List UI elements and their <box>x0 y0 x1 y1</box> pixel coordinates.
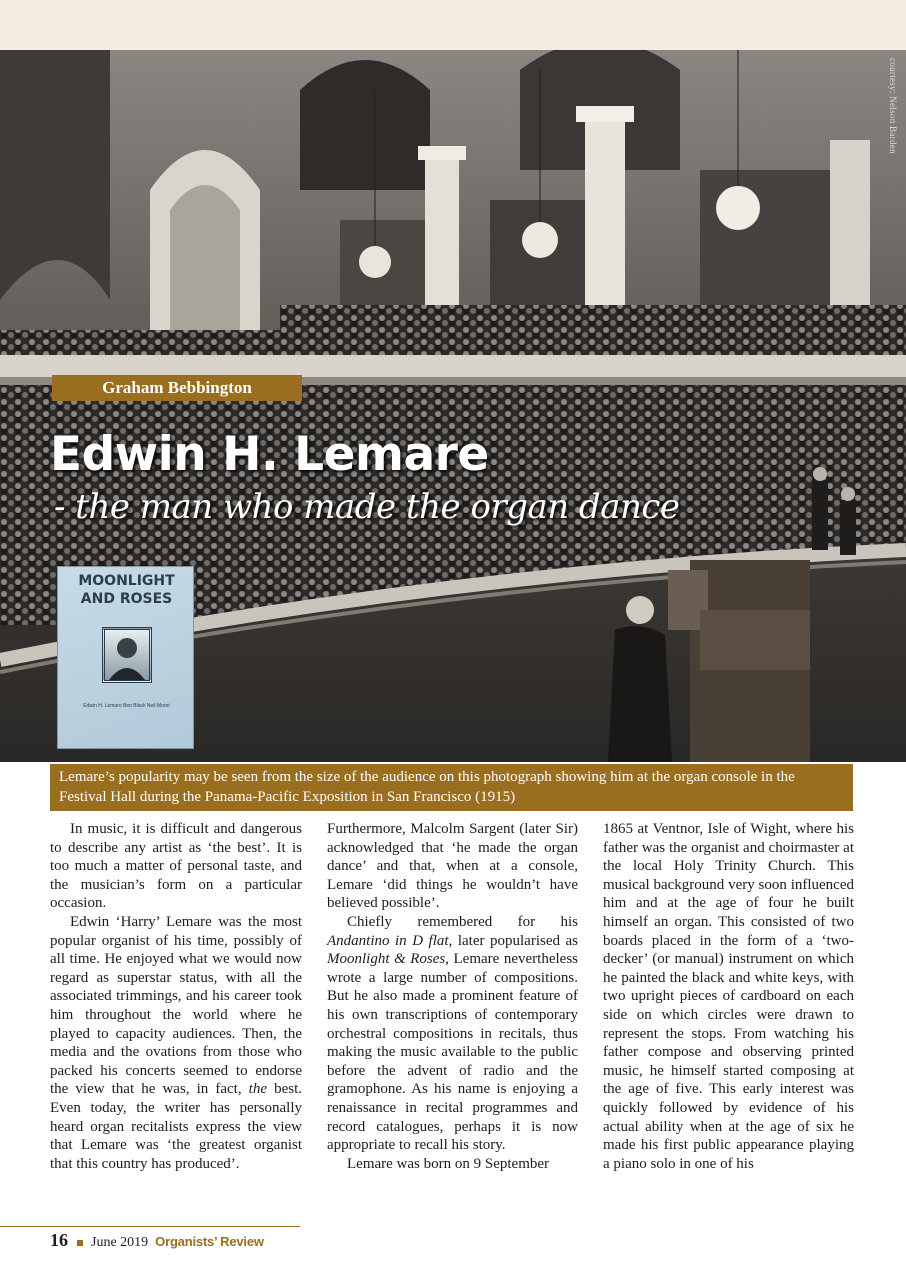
article-subtitle: - the man who made the organ dance <box>54 487 680 527</box>
article-column-3 <box>603 820 854 1173</box>
photo-credit: courtesy: Nelson Barden <box>888 58 898 154</box>
hero-photo <box>0 50 906 762</box>
paragraph: Lemare was born on 9 September <box>347 1155 550 1172</box>
portrait-silhouette <box>105 630 149 680</box>
top-band <box>0 0 906 50</box>
footer-rule <box>0 1226 300 1227</box>
sheet-music-title-line2: AND ROSES <box>80 591 173 607</box>
sheet-music-title <box>58 572 194 608</box>
page-number: 16 <box>50 1230 68 1250</box>
page-footer <box>50 1230 264 1252</box>
paragraph: Chiefly remembered for his Andantino in D flat, later popularised as Moonlight & Roses, Lemare nevertheless wrote a large number of compositions. But he also made a prominent feature of his own transcriptions of contemporary orchestral compositions in recitals, thus making the music available to the public before the advent of radio and the gramophone. As his name is enjoying a renaissance in recital programmes and record catalogues, perhaps it is now appropriate to recall his story. <box>327 913 578 1154</box>
paragraph: 1865 at Ventnor, Isle of Wight, where his father was the organist and choirmaster at the local Holy Trinity Church. This musical background very soon influenced him and at the age of four he built himself an organ. This consisted of two boards placed in the form of a ‘two-decker’ (or manual) instrument on which he painted the black and white keys, with two upright pieces of cardboard on each side on which circles were drawn to represent the stops. From watching his father compose and observing printed music, he himself started composing at the age of five. This early interest was quickly followed by evidence of his actual ability when at the age of six he made his first public appearance playing a piano solo in one of his <box>603 821 854 1172</box>
paragraph: In music, it is difficult and dangerous to describe any artist as ‘the best’. It is too much a matter of personal taste, and the musician’s form on a particular occasion. <box>50 821 302 912</box>
article-column-2 <box>327 820 578 1173</box>
issue-date: June 2019 <box>91 1235 149 1250</box>
paragraph: Furthermore, Malcolm Sargent (later Sir) acknowledged that ‘he made the organ dance’ and that, when at a console, Lemare ‘did things he wouldn’t have believed possible’. <box>327 821 578 912</box>
paragraph: Edwin ‘Harry’ Lemare was the most popular organist of his time, possibly of all time. He enjoyed what we would now regard as superstar status, with all the associated trimmings, and his career took him throughout the world where he played to capacity audiences. Then, the media and the ovations from those who packed his concerts seemed to endorse the view that he was, in fact, the best. Even today, the writer has personally heard organ recitalists express the view that Lemare was ‘the greatest organist that this country has produced’. <box>50 913 302 1172</box>
portrait-frame <box>102 627 152 683</box>
article-column-1 <box>50 820 302 1173</box>
article-title: Edwin H. Lemare <box>50 427 489 482</box>
photo-caption: Lemare’s popularity may be seen from the size of the audience on this photograph showing him at the organ console in the Festival Hall during the Panama-Pacific Exposition in San Francisco (1915) <box>50 764 853 811</box>
bullet-icon <box>77 1240 83 1246</box>
magazine-name: Organists’ Review <box>155 1234 264 1249</box>
sheet-music-cover <box>57 566 194 749</box>
sheet-music-title-line1: MOONLIGHT <box>78 573 175 589</box>
author-byline: Graham Bebbington <box>52 375 302 401</box>
sheet-music-credits: Edwin H. Lemare Ben Black Neil Moret <box>83 703 170 709</box>
